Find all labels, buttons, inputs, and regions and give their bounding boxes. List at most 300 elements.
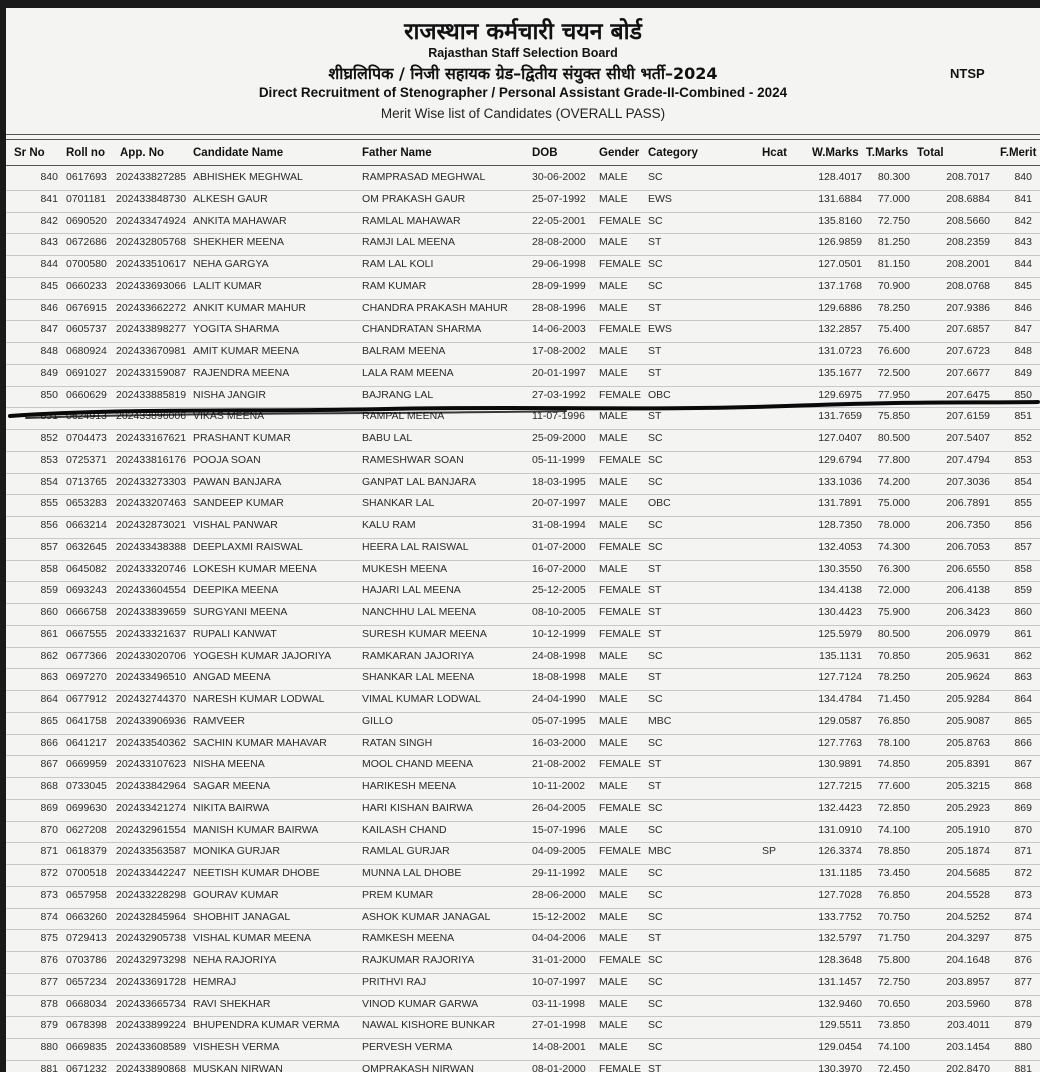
cell-app-no: 202433207463 [116,497,187,510]
recruitment-title-english: Direct Recruitment of Stenographer / Personal Assistant Grade-II-Combined - 2024 [258,85,788,100]
cell-roll-no: 0704473 [66,432,107,444]
table-row [6,538,1040,539]
cell-total: 204.1648 [946,954,990,966]
cell-t-marks: 80.500 [877,432,910,444]
cell-gender: MALE [599,693,628,705]
table-row [6,299,1040,300]
cell-sr-no: 857 [40,540,58,553]
cell-roll-no: 0657958 [66,888,107,901]
cell-category: SC [648,823,663,836]
cell-app-no: 202433228298 [116,888,187,901]
table-row [6,560,1040,561]
cell-w-marks: 129.5511 [818,1019,862,1032]
cell-gender: MALE [599,475,628,488]
cell-app-no: 202433474924 [116,214,187,227]
cell-roll-no: 0672686 [66,236,107,249]
cell-father-name: PERVESH VERMA [362,1041,453,1053]
cell-gender: MALE [599,888,628,901]
column-header-candidate-name: Candidate Name [193,147,284,159]
cell-w-marks: 128.4017 [818,171,862,183]
cell-sr-no: 868 [40,780,58,792]
cell-f-merit: 868 [1014,780,1032,792]
cell-category: SC [648,954,663,966]
cell-roll-no: 0660233 [66,279,107,292]
table-row [6,929,1040,930]
cell-w-marks: 137.1768 [818,279,862,292]
cell-father-name: NANCHHU LAL MEENA [362,606,476,618]
cell-gender: FEMALE [599,627,642,640]
cell-dob: 03-11-1998 [532,997,585,1010]
cell-t-marks: 72.000 [877,584,910,597]
cell-total: 205.8391 [946,758,990,771]
cell-total: 207.6723 [946,345,990,357]
cell-sr-no: 842 [40,214,58,227]
cell-f-merit: 840 [1014,171,1032,183]
cell-gender: MALE [599,910,628,923]
cell-t-marks: 71.450 [877,693,910,705]
cell-app-no: 202433107623 [116,758,187,771]
cell-app-no: 202433442247 [116,867,187,879]
cell-app-no: 202433421274 [116,801,187,814]
cell-sr-no: 879 [40,1019,58,1032]
cell-category: SC [648,910,663,923]
column-header-dob: DOB [532,147,558,159]
cell-sr-no: 866 [40,736,58,749]
table-row [6,407,1040,408]
cell-dob: 08-01-2000 [532,1062,586,1072]
table-row [6,581,1040,582]
cell-dob: 24-04-1990 [532,693,586,705]
list-subtitle: Merit Wise list of Candidates (OVERALL PASS) [380,106,666,121]
cell-t-marks: 76.300 [877,562,910,575]
cell-candidate-name: NEHA RAJORIYA [193,954,277,966]
cell-app-no: 202433496510 [116,671,187,684]
cell-category: ST [648,627,662,640]
cell-t-marks: 81.250 [877,236,910,249]
cell-sr-no: 843 [40,236,58,249]
cell-candidate-name: ANGAD MEENA [193,671,271,684]
table-row [6,429,1040,430]
cell-roll-no: 0653283 [66,497,107,510]
cell-dob: 05-11-1999 [532,453,585,466]
table-row [6,734,1040,735]
cell-t-marks: 75.400 [877,323,910,336]
cell-roll-no: 0666758 [66,606,107,618]
cell-father-name: RAMESHWAR SOAN [362,453,464,466]
cell-total: 203.8957 [946,975,990,988]
cell-roll-no: 0663260 [66,910,107,923]
cell-father-name: RAMPRASAD MEGHWAL [362,171,486,183]
cell-sr-no: 876 [40,954,58,966]
cell-t-marks: 78.250 [877,671,910,684]
cell-app-no: 202432961554 [116,823,187,836]
cell-total: 205.9284 [946,693,990,705]
cell-total: 206.6550 [946,562,990,575]
cell-w-marks: 131.1185 [818,867,862,879]
cell-candidate-name: MUSKAN NIRWAN [193,1062,283,1072]
cell-total: 204.3297 [946,932,990,945]
cell-w-marks: 132.2857 [818,323,862,336]
cell-candidate-name: ANKIT KUMAR MAHUR [193,301,306,314]
cell-gender: MALE [599,279,628,292]
table-row [6,342,1040,343]
cell-dob: 14-06-2003 [532,323,586,336]
cell-candidate-name: RAMVEER [193,714,245,727]
cell-category: SC [648,888,663,901]
table-row [6,516,1040,517]
table-row [6,494,1040,495]
cell-roll-no: 0641217 [66,736,107,749]
cell-total: 203.5960 [946,997,990,1010]
cell-t-marks: 75.900 [877,606,910,618]
cell-total: 206.7053 [946,540,990,553]
cell-app-no: 202433670981 [116,345,187,357]
cell-f-merit: 873 [1014,888,1032,901]
cell-sr-no: 863 [40,671,58,684]
cell-dob: 22-05-2001 [532,214,586,227]
cell-roll-no: 0671232 [66,1062,107,1072]
cell-category: SC [648,736,663,749]
cell-w-marks: 125.5979 [818,627,862,640]
table-row [6,647,1040,648]
cell-t-marks: 72.450 [877,1062,910,1072]
cell-f-merit: 844 [1014,258,1032,270]
cell-total: 207.5407 [946,432,990,444]
cell-dob: 05-07-1995 [532,714,586,727]
cell-sr-no: 848 [40,345,58,357]
cell-roll-no: 0697270 [66,671,107,684]
cell-father-name: RAMKESH MEENA [362,932,455,945]
cell-gender: MALE [599,867,628,879]
board-name-english: Rajasthan Staff Selection Board [428,46,618,60]
cell-w-marks: 130.4423 [818,606,862,618]
cell-father-name: HEERA LAL RAISWAL [362,540,469,553]
cell-w-marks: 127.7124 [818,671,862,684]
cell-candidate-name: VISHAL KUMAR MEENA [193,932,312,945]
cell-total: 207.6475 [946,388,990,401]
cell-t-marks: 76.850 [877,888,910,901]
cell-t-marks: 78.000 [877,519,910,531]
cell-category: SC [648,801,663,814]
cell-father-name: GILLO [362,714,393,727]
cell-dob: 16-03-2000 [532,736,586,749]
cell-dob: 18-08-1998 [532,671,586,684]
cell-roll-no: 0700518 [66,867,107,879]
cell-w-marks: 131.0910 [818,823,862,836]
column-header-total: Total [917,147,944,159]
cell-category: SC [648,475,663,488]
cell-w-marks: 133.1036 [818,475,862,488]
cell-category: SC [648,432,663,444]
cell-w-marks: 129.6794 [818,453,862,466]
cell-f-merit: 870 [1014,823,1032,836]
cell-gender: MALE [599,236,628,249]
cell-sr-no: 852 [40,432,58,444]
cell-total: 208.0768 [946,279,990,292]
cell-total: 203.1454 [946,1041,990,1053]
cell-gender: MALE [599,301,628,314]
cell-t-marks: 72.850 [877,801,910,814]
cell-f-merit: 854 [1014,475,1032,488]
cell-candidate-name: ANKITA MAHAWAR [193,214,287,227]
cell-w-marks: 131.6884 [818,192,862,205]
cell-f-merit: 876 [1014,954,1032,966]
cell-total: 205.1910 [946,823,990,836]
cell-category: ST [648,1062,662,1072]
cell-f-merit: 855 [1014,497,1032,510]
cell-f-merit: 872 [1014,867,1032,879]
cell-gender: FEMALE [599,323,642,336]
cell-roll-no: 0645082 [66,562,107,575]
board-name-hindi: राजस्थान कर्मचारी चयन बोर्ड [404,19,642,45]
cell-t-marks: 77.000 [877,192,910,205]
cell-t-marks: 74.850 [877,758,910,771]
cell-candidate-name: PRASHANT KUMAR [193,432,291,444]
cell-category: EWS [648,323,672,336]
cell-app-no: 202433848730 [116,192,187,205]
cell-category: SC [648,171,663,183]
cell-w-marks: 135.1131 [818,649,862,662]
cell-father-name: ASHOK KUMAR JANAGAL [362,910,491,923]
cell-candidate-name: NISHA MEENA [193,758,265,771]
cell-roll-no: 0701181 [66,192,107,205]
cell-father-name: NAWAL KISHORE BUNKAR [362,1019,496,1032]
cell-gender: FEMALE [599,1062,642,1072]
cell-total: 208.2001 [946,258,990,270]
cell-father-name: RAMJI LAL MEENA [362,236,455,249]
cell-category: SC [648,693,663,705]
column-header-app-no: App. No [120,147,165,159]
cell-dob: 21-08-2002 [532,758,586,771]
cell-dob: 26-04-2005 [532,801,586,814]
cell-sr-no: 872 [40,867,58,879]
cell-t-marks: 75.850 [877,410,910,423]
cell-gender: MALE [599,975,628,988]
cell-candidate-name: GOURAV KUMAR [193,888,279,901]
cell-gender: FEMALE [599,801,642,814]
cell-category: ST [648,671,662,684]
table-row [6,603,1040,604]
cell-total: 205.3215 [946,780,990,792]
cell-category: ST [648,606,662,618]
cell-t-marks: 76.600 [877,345,910,357]
cell-gender: MALE [599,345,628,357]
cell-w-marks: 130.3550 [818,562,862,575]
cell-father-name: RAM LAL KOLI [362,258,434,270]
cell-w-marks: 134.4138 [818,584,862,597]
recruitment-title-hindi: शीघ्रलिपिक / निजी सहायक ग्रेड–द्वितीय संयुक्त सीधी भर्ती–2024 [328,64,718,83]
cell-f-merit: 867 [1014,758,1032,771]
cell-total: 205.9624 [946,671,990,684]
cell-app-no: 202433510617 [116,258,187,270]
table-row [6,255,1040,256]
cell-total: 205.8763 [946,736,990,749]
cell-roll-no: 0691027 [66,366,107,379]
cell-app-no: 202433842964 [116,780,187,792]
cell-category: SC [648,453,663,466]
cell-sr-no: 845 [40,279,58,292]
cell-dob: 25-09-2000 [532,432,586,444]
cell-total: 204.5528 [946,888,990,901]
cell-sr-no: 859 [40,584,58,597]
cell-f-merit: 853 [1014,453,1032,466]
cell-candidate-name: BHUPENDRA KUMAR VERMA [193,1019,340,1032]
cell-gender: MALE [599,714,628,727]
table-row [6,277,1040,278]
cell-t-marks: 78.850 [877,845,910,858]
cell-father-name: RATAN SINGH [362,736,433,749]
cell-father-name: MOOL CHAND MEENA [362,758,474,771]
cell-app-no: 202433273303 [116,475,187,488]
cell-f-merit: 866 [1014,736,1032,749]
cell-dob: 15-07-1996 [532,823,586,836]
cell-candidate-name: HEMRAJ [193,975,237,988]
cell-father-name: BABU LAL [362,432,413,444]
column-header-hcat: Hcat [762,147,787,159]
cell-sr-no: 878 [40,997,58,1010]
cell-t-marks: 70.900 [877,279,910,292]
cell-f-merit: 869 [1014,801,1032,814]
cell-candidate-name: NEETISH KUMAR DHOBE [193,867,320,879]
cell-gender: MALE [599,171,628,183]
table-row [6,364,1040,365]
cell-t-marks: 70.650 [877,997,910,1010]
cell-total: 207.9386 [946,301,990,314]
cell-gender: MALE [599,649,628,662]
cell-roll-no: 0624913 [66,410,107,423]
cell-w-marks: 126.3374 [818,845,862,858]
cell-category: ST [648,410,662,423]
cell-total: 207.6857 [946,323,990,336]
header-rule-bottom [6,165,1040,166]
cell-t-marks: 73.850 [877,1019,910,1032]
cell-gender: MALE [599,562,628,575]
cell-dob: 14-08-2001 [532,1041,586,1053]
cell-f-merit: 871 [1014,845,1032,858]
cell-hcat: SP [762,845,777,858]
cell-f-merit: 880 [1014,1041,1032,1053]
cell-sr-no: 861 [40,627,58,640]
cell-w-marks: 133.7752 [818,910,862,923]
cell-total: 207.6159 [946,410,990,423]
cell-w-marks: 129.0587 [818,714,862,727]
cell-total: 205.2923 [946,801,990,814]
cell-f-merit: 850 [1014,388,1032,401]
cell-candidate-name: SAGAR MEENA [193,780,271,792]
cell-candidate-name: YOGESH KUMAR JAJORIYA [193,649,332,662]
cell-dob: 10-12-1999 [532,627,586,640]
cell-w-marks: 128.7350 [818,519,862,531]
cell-roll-no: 0617693 [66,171,107,183]
cell-total: 206.3423 [946,606,990,618]
cell-f-merit: 846 [1014,301,1032,314]
cell-gender: MALE [599,1019,628,1032]
cell-w-marks: 127.7763 [818,736,862,749]
cell-gender: MALE [599,671,628,684]
cell-category: ST [648,366,662,379]
cell-gender: MALE [599,1041,628,1053]
cell-roll-no: 0669959 [66,758,107,771]
cell-gender: MALE [599,366,628,379]
cell-father-name: VINOD KUMAR GARWA [362,997,479,1010]
table-row [6,451,1040,452]
cell-roll-no: 0700580 [66,258,107,270]
cell-roll-no: 0663214 [66,519,107,531]
column-header-category: Category [648,147,698,159]
cell-app-no: 202433816176 [116,453,187,466]
cell-t-marks: 75.800 [877,954,910,966]
table-row [6,473,1040,474]
cell-t-marks: 80.300 [877,171,910,183]
cell-father-name: VIMAL KUMAR LODWAL [362,693,481,705]
cell-t-marks: 71.750 [877,932,910,945]
cell-sr-no: 841 [40,192,58,205]
cell-category: SC [648,258,663,270]
cell-roll-no: 0676915 [66,301,107,314]
cell-candidate-name: YOGITA SHARMA [193,323,280,336]
cell-father-name: MUKESH MEENA [362,562,448,575]
document-page [6,8,1040,1072]
cell-father-name: CHANDRATAN SHARMA [362,323,482,336]
cell-category: SC [648,279,663,292]
cell-f-merit: 877 [1014,975,1032,988]
cell-t-marks: 72.750 [877,975,910,988]
table-row [6,386,1040,387]
cell-f-merit: 875 [1014,932,1032,945]
cell-candidate-name: RAVI SHEKHAR [193,997,271,1010]
cell-gender: MALE [599,997,628,1010]
cell-dob: 18-03-1995 [532,475,586,488]
cell-t-marks: 73.450 [877,867,910,879]
table-row [6,233,1040,234]
cell-app-no: 202433899224 [116,1019,187,1032]
cell-father-name: KALU RAM [362,519,416,531]
cell-candidate-name: POOJA SOAN [193,453,261,466]
cell-sr-no: 880 [40,1041,58,1053]
cell-total: 208.2359 [946,236,990,249]
cell-sr-no: 840 [40,171,58,183]
cell-roll-no: 0725371 [66,453,107,466]
cell-app-no: 202433604554 [116,584,187,597]
cell-category: SC [648,867,663,879]
table-row [6,995,1040,996]
cell-father-name: BAJRANG LAL [362,388,434,401]
cell-dob: 04-04-2006 [532,932,586,945]
column-header-sr-no: Sr No [14,147,45,159]
cell-dob: 27-01-1998 [532,1019,586,1032]
table-row [6,1060,1040,1061]
cell-gender: FEMALE [599,540,642,553]
cell-dob: 28-06-2000 [532,888,586,901]
cell-candidate-name: NARESH KUMAR LODWAL [193,693,325,705]
cell-sr-no: 850 [40,388,58,401]
cell-father-name: RAMPAL MEENA [362,410,445,423]
cell-roll-no: 0693243 [66,584,107,597]
cell-category: MBC [648,714,672,727]
cell-app-no: 202433438388 [116,540,187,553]
cell-candidate-name: SACHIN KUMAR MAHAVAR [193,736,327,749]
cell-f-merit: 881 [1014,1062,1032,1072]
table-row [6,668,1040,669]
cell-gender: FEMALE [599,584,642,597]
cell-total: 207.4794 [946,453,990,466]
cell-gender: MALE [599,736,628,749]
cell-total: 206.4138 [946,584,990,597]
cell-sr-no: 847 [40,323,58,336]
cell-f-merit: 857 [1014,540,1032,553]
cell-total: 206.7350 [946,519,990,531]
cell-f-merit: 847 [1014,323,1032,336]
